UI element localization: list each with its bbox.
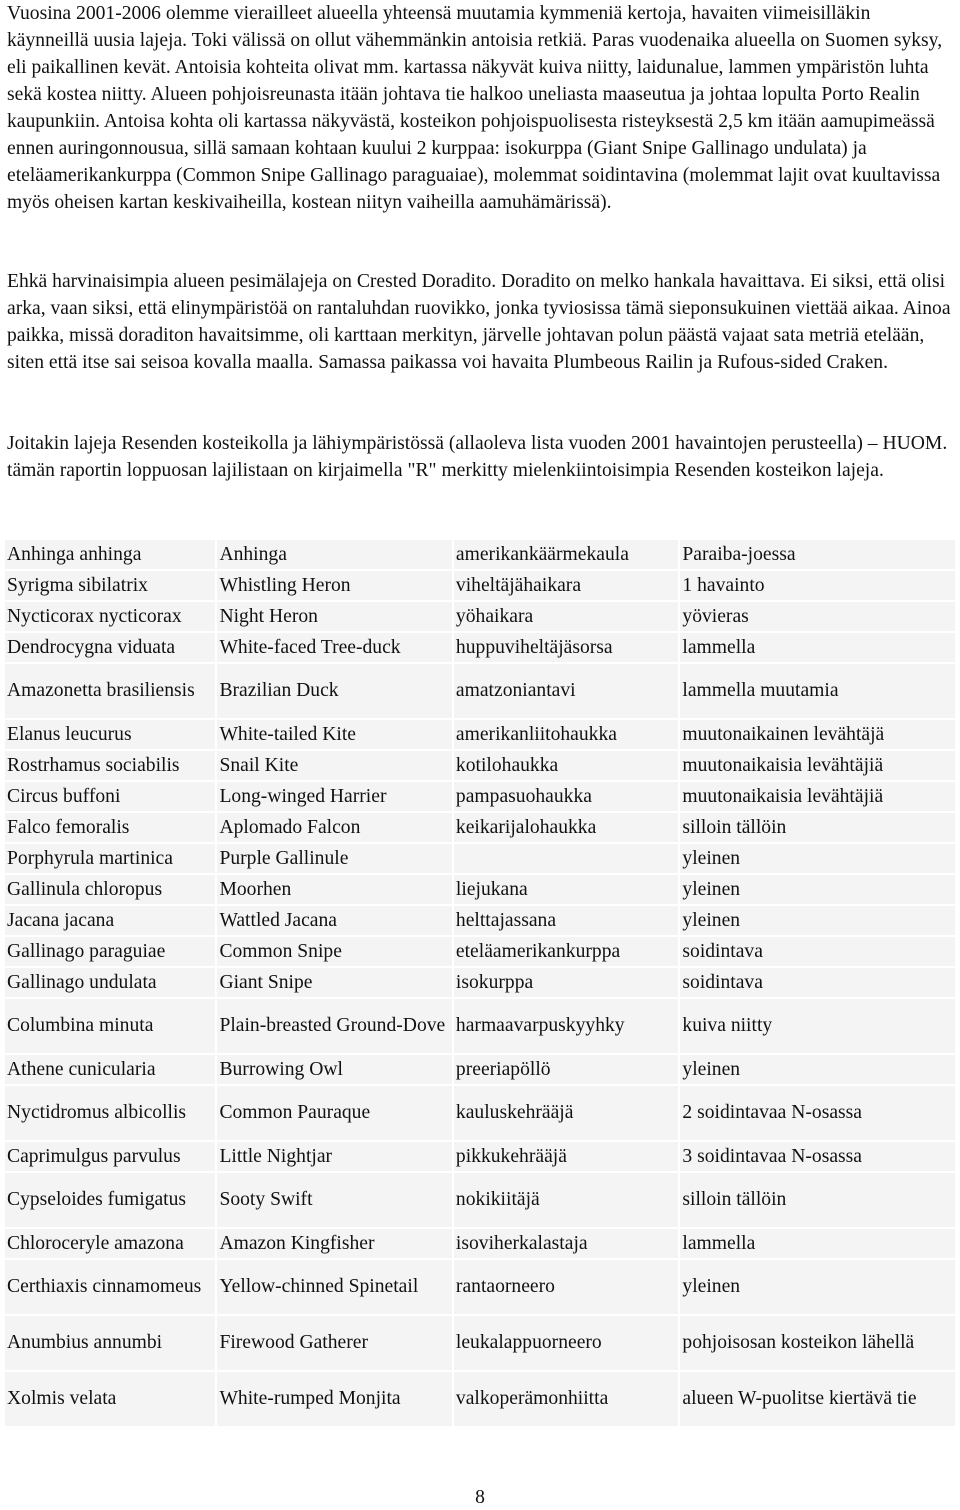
finnish-name-cell: amerikankäärmekaula <box>454 540 678 569</box>
note-cell: 1 havainto <box>680 571 955 600</box>
note-cell: lammella <box>680 1229 955 1258</box>
note-cell: 3 soidintavaa N-osassa <box>680 1142 955 1171</box>
english-name-cell: Giant Snipe <box>217 968 451 997</box>
species-table <box>3 538 957 1428</box>
english-name-cell: Anhinga <box>217 540 451 569</box>
english-name-cell: Purple Gallinule <box>217 844 451 873</box>
english-name-cell: Plain-breasted Ground-Dove <box>217 999 451 1053</box>
note-cell: yleinen <box>680 844 955 873</box>
table-row <box>5 813 955 842</box>
paragraph-doradito: Ehkä harvinaisimpia alueen pesimälajeja on Crested Doradito. Doradito on melko hankala havaittava. Ei siksi, että olisi arka, vaan siksi, että elinympäristöä on rantaluhdan ruovikko, jonka tyviosissa tämä sieponsukuinen viettää aikaa. Ainoa paikka, missä doraditon havaitsimme, oli karttaan merkityn, järvelle johtavan polun päästä vajaat sata metriä etelään, siten että itse sai seisoa kovalla maalla. Samassa paikassa voi havaita Plumbeous Railin ja Rufous-sided Craken. <box>7 271 951 373</box>
note-cell: muutonaikaisia levähtäjiä <box>680 782 955 811</box>
note-cell: 2 soidintavaa N-osassa <box>680 1086 955 1140</box>
finnish-name-cell: helttajassana <box>454 906 678 935</box>
note-cell: yleinen <box>680 1055 955 1084</box>
finnish-name-cell: amerikanliitohaukka <box>454 720 678 749</box>
paragraph-intro: Vuosina 2001-2006 olemme vierailleet alueella yhteensä muutamia kymmeniä kertoja, havaiten viimeisilläkin käynneillä uusia lajeja. Toki välissä on ollut vähemmänkin antoisia retkiä. Paras vuodenaika alueella on Suomen syksy, eli paikallinen kevät. Antoisia kohteita olivat mm. kartassa näkyvät kuiva niitty, laidunalue, lammen ympäristön luhta sekä kostea niitty. Alueen pohjoisreunasta itään johtava tie halkoo uneliasta maaseutua ja johtaa lopulta Porto Realin kaupunkiin. Antoisa kohta oli kartassa näkyvästä, kosteikon pohjoispuolisesta risteyksestä 2,5 km itään aamupimeässä ennen auringonnousua, sillä samaan kohtaan kuului 2 kurppaa: isokurppa (Giant Snipe Gallinago undulata) ja eteläamerikankurppa (Common Snipe Gallinago paraguaiae), molemmat soidintavina (molemmat lajit ovat kuultavissa myös oheisen kartan keskivaiheilla, kostean niityn vaiheilla aamuhämärissä). <box>7 3 943 213</box>
table-row <box>5 1142 955 1171</box>
table-row <box>5 1229 955 1258</box>
finnish-name-cell: nokikiitäjä <box>454 1173 678 1227</box>
english-name-cell: Moorhen <box>217 875 451 904</box>
note-cell: muutonaikainen levähtäjä <box>680 720 955 749</box>
finnish-name-cell <box>454 844 678 873</box>
finnish-name-cell: kauluskehrääjä <box>454 1086 678 1140</box>
english-name-cell: Yellow-chinned Spinetail <box>217 1260 451 1314</box>
note-cell: soidintava <box>680 937 955 966</box>
english-name-cell: Snail Kite <box>217 751 451 780</box>
scientific-name-cell: Certhiaxis cinnamomeus <box>5 1260 215 1314</box>
scientific-name-cell: Caprimulgus parvulus <box>5 1142 215 1171</box>
note-cell: lammella <box>680 633 955 662</box>
scientific-name-cell: Porphyrula martinica <box>5 844 215 873</box>
finnish-name-cell: harmaavarpuskyyhky <box>454 999 678 1053</box>
note-cell: Paraiba-joessa <box>680 540 955 569</box>
english-name-cell: Long-winged Harrier <box>217 782 451 811</box>
scientific-name-cell: Athene cunicularia <box>5 1055 215 1084</box>
english-name-cell: White-tailed Kite <box>217 720 451 749</box>
english-name-cell: Burrowing Owl <box>217 1055 451 1084</box>
scientific-name-cell: Nycticorax nycticorax <box>5 602 215 631</box>
table-row <box>5 664 955 718</box>
finnish-name-cell: huppuviheltäjäsorsa <box>454 633 678 662</box>
english-name-cell: Wattled Jacana <box>217 906 451 935</box>
table-row <box>5 906 955 935</box>
finnish-name-cell: kotilohaukka <box>454 751 678 780</box>
scientific-name-cell: Anhinga anhinga <box>5 540 215 569</box>
scientific-name-cell: Circus buffoni <box>5 782 215 811</box>
table-row <box>5 968 955 997</box>
note-cell: yleinen <box>680 875 955 904</box>
scientific-name-cell: Falco femoralis <box>5 813 215 842</box>
table-row <box>5 720 955 749</box>
table-row <box>5 602 955 631</box>
table-row <box>5 540 955 569</box>
table-row <box>5 875 955 904</box>
scientific-name-cell: Syrigma sibilatrix <box>5 571 215 600</box>
scientific-name-cell: Gallinago paraguiae <box>5 937 215 966</box>
note-cell: yleinen <box>680 906 955 935</box>
note-cell: yleinen <box>680 1260 955 1314</box>
scientific-name-cell: Dendrocygna viduata <box>5 633 215 662</box>
english-name-cell: Firewood Gatherer <box>217 1316 451 1370</box>
finnish-name-cell: valkoperämonhiitta <box>454 1372 678 1426</box>
english-name-cell: Night Heron <box>217 602 451 631</box>
note-cell: silloin tällöin <box>680 813 955 842</box>
finnish-name-cell: pikkukehrääjä <box>454 1142 678 1171</box>
scientific-name-cell: Xolmis velata <box>5 1372 215 1426</box>
table-row <box>5 1260 955 1314</box>
finnish-name-cell: isoviherkalastaja <box>454 1229 678 1258</box>
scientific-name-cell: Rostrhamus sociabilis <box>5 751 215 780</box>
scientific-name-cell: Amazonetta brasiliensis <box>5 664 215 718</box>
species-table-body <box>5 540 955 1426</box>
table-row <box>5 1173 955 1227</box>
scientific-name-cell: Gallinula chloropus <box>5 875 215 904</box>
english-name-cell: Amazon Kingfisher <box>217 1229 451 1258</box>
note-cell: soidintava <box>680 968 955 997</box>
page-number: 8 <box>475 1487 485 1508</box>
scientific-name-cell: Anumbius annumbi <box>5 1316 215 1370</box>
scientific-name-cell: Gallinago undulata <box>5 968 215 997</box>
finnish-name-cell: eteläamerikankurppa <box>454 937 678 966</box>
english-name-cell: Common Snipe <box>217 937 451 966</box>
paragraph-species-intro: Joitakin lajeja Resenden kosteikolla ja lähiympäristössä (allaoleva lista vuoden 2001 havaintojen perusteella) – HUOM. tämän raportin loppuosan lajilistaan on kirjaimella "R" merkitty mielenkiintoisimpia Resenden kosteikon lajeja. <box>7 433 948 481</box>
table-row <box>5 571 955 600</box>
english-name-cell: Common Pauraque <box>217 1086 451 1140</box>
table-row <box>5 844 955 873</box>
table-row <box>5 633 955 662</box>
english-name-cell: White-faced Tree-duck <box>217 633 451 662</box>
finnish-name-cell: amatzoniantavi <box>454 664 678 718</box>
finnish-name-cell: liejukana <box>454 875 678 904</box>
scientific-name-cell: Jacana jacana <box>5 906 215 935</box>
note-cell: muutonaikaisia levähtäjiä <box>680 751 955 780</box>
note-cell: lammella muutamia <box>680 664 955 718</box>
english-name-cell: Aplomado Falcon <box>217 813 451 842</box>
table-row <box>5 1086 955 1140</box>
english-name-cell: White-rumped Monjita <box>217 1372 451 1426</box>
finnish-name-cell: keikarijalohaukka <box>454 813 678 842</box>
finnish-name-cell: pampasuohaukka <box>454 782 678 811</box>
finnish-name-cell: viheltäjähaikara <box>454 571 678 600</box>
scientific-name-cell: Cypseloides fumigatus <box>5 1173 215 1227</box>
finnish-name-cell: yöhaikara <box>454 602 678 631</box>
english-name-cell: Brazilian Duck <box>217 664 451 718</box>
note-cell: pohjoisosan kosteikon lähellä <box>680 1316 955 1370</box>
scientific-name-cell: Chloroceryle amazona <box>5 1229 215 1258</box>
table-row <box>5 782 955 811</box>
note-cell: kuiva niitty <box>680 999 955 1053</box>
table-row <box>5 1055 955 1084</box>
table-row <box>5 751 955 780</box>
finnish-name-cell: preeriapöllö <box>454 1055 678 1084</box>
table-row <box>5 999 955 1053</box>
finnish-name-cell: isokurppa <box>454 968 678 997</box>
table-row <box>5 1316 955 1370</box>
note-cell: yövieras <box>680 602 955 631</box>
scientific-name-cell: Nyctidromus albicollis <box>5 1086 215 1140</box>
note-cell: alueen W-puolitse kiertävä tie <box>680 1372 955 1426</box>
english-name-cell: Little Nightjar <box>217 1142 451 1171</box>
english-name-cell: Sooty Swift <box>217 1173 451 1227</box>
scientific-name-cell: Columbina minuta <box>5 999 215 1053</box>
finnish-name-cell: rantaorneero <box>454 1260 678 1314</box>
table-row <box>5 937 955 966</box>
note-cell: silloin tällöin <box>680 1173 955 1227</box>
english-name-cell: Whistling Heron <box>217 571 451 600</box>
finnish-name-cell: leukalappuorneero <box>454 1316 678 1370</box>
scientific-name-cell: Elanus leucurus <box>5 720 215 749</box>
table-row <box>5 1372 955 1426</box>
